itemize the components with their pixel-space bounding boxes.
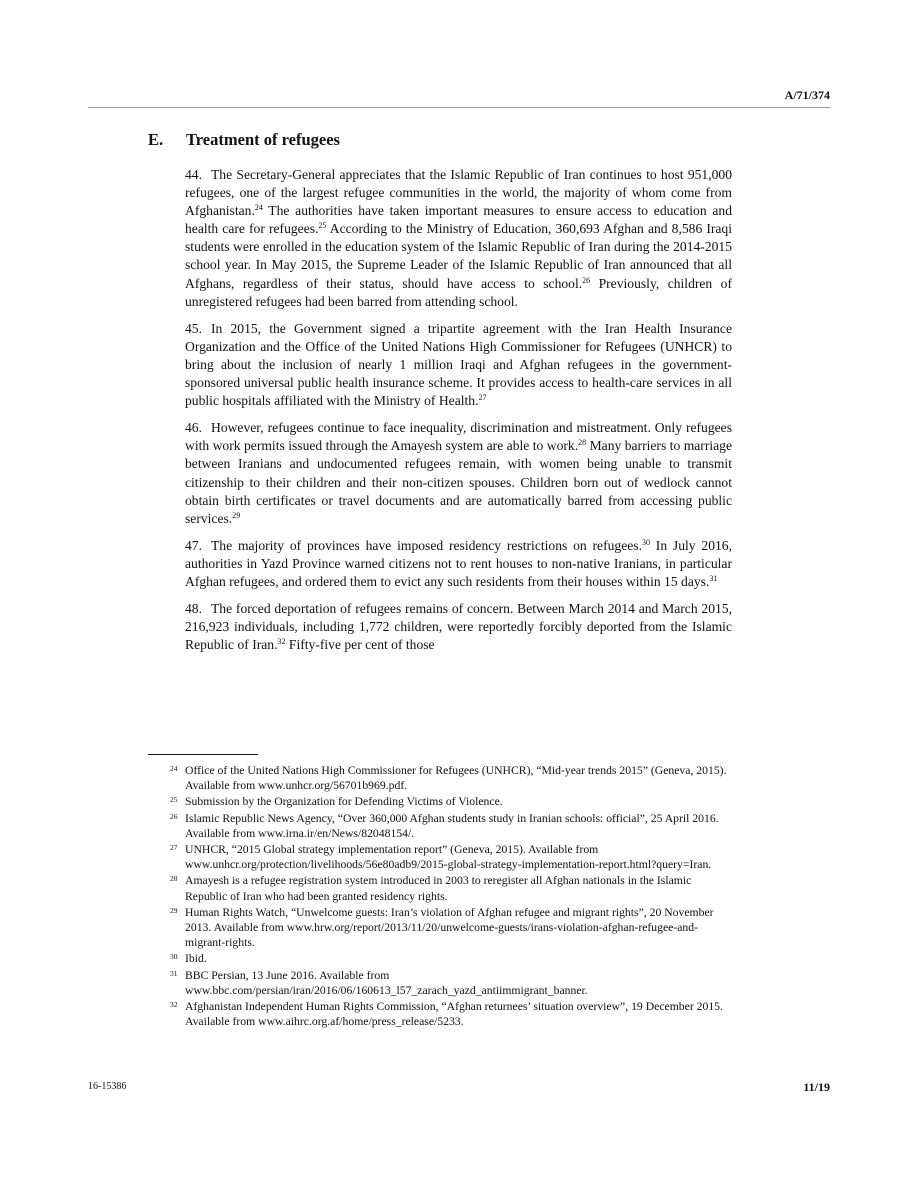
footnotes [170, 763, 732, 1030]
header-rule [88, 107, 830, 108]
paragraph-text: Fifty-five per cent of those [285, 637, 435, 653]
footnote-number: 27 [170, 843, 178, 853]
paragraph [185, 419, 732, 528]
body-text [185, 166, 732, 663]
paragraph-number: 47. [185, 537, 202, 553]
paragraph-text: The majority of provinces have imposed residency restrictions on refugees. [211, 537, 642, 553]
paragraph [185, 320, 732, 410]
footnote-text: Submission by the Organization for Defending Victims of Violence. [185, 795, 503, 809]
paragraph-text: In July 2016, authorities in Yazd Province warned citizens not to rent houses to non-native Iranians, in particular Afghan refugees, and ordered them to evict any such residents from their houses within 15 days. [185, 537, 732, 589]
footnote-reference: 31 [709, 573, 718, 583]
paragraph-text: In 2015, the Government signed a tripartite agreement with the Iran Health Insurance Organization and the Office of the United Nations High Commissioner for Refugees (UNHCR) to bring about the inclusion of nearly 1 million Iraqi and Afghan refugees in the government-sponsored universal public health insurance scheme. It provides access to health-care services in all public hospitals affiliated with the Ministry of Health. [185, 320, 732, 409]
job-number: 16-15386 [88, 1081, 127, 1092]
footnote-reference: 29 [232, 510, 241, 520]
paragraph-number: 48. [185, 601, 202, 617]
paragraph-number: 45. [185, 320, 202, 336]
footnote-number: 32 [170, 1000, 178, 1010]
paragraph-number: 44. [185, 167, 202, 182]
paragraph-text: Many barriers to marriage between Iranians and undocumented refugees remain, with women being unable to transmit citizenship to their children and their non-citizen spouses. Children born out of wedlock cannot obtain birth certificates or travel documents and are automatically barred from accessing public services. [185, 438, 732, 526]
footnote-reference: 24 [254, 203, 263, 213]
section-letter: E. [148, 130, 164, 149]
footnote [170, 951, 732, 966]
footnote-reference: 26 [582, 275, 591, 285]
footnote-number: 28 [170, 874, 178, 884]
footnote-text: Ibid. [185, 952, 207, 966]
paragraph-text: However, refugees continue to face inequality, discrimination and mistreatment. Only refugees with work permits issued through the Amayesh system are able to work. [185, 420, 732, 454]
footnote-reference: 30 [641, 537, 650, 547]
page-number: 11/19 [803, 1080, 830, 1094]
document-symbol: A/71/374 [784, 88, 830, 102]
footnote-text: Office of the United Nations High Commissioner for Refugees (UNHCR), “Mid-year trends 2015” (Geneva, 2015). Available from www.unhcr.org/56701b969.pdf. [185, 764, 727, 793]
footnote [170, 842, 732, 872]
footnote-number: 30 [170, 952, 178, 962]
footnote [170, 794, 732, 809]
paragraph-number: 46. [185, 420, 202, 436]
footnote [170, 763, 732, 793]
section-heading [148, 130, 340, 150]
footnote-reference: 27 [478, 393, 487, 403]
paragraph-text: The forced deportation of refugees remains of concern. Between March 2014 and March 2015, 216,923 individuals, including 1,772 children, were reportedly forcibly deported from the Islamic Republic of Iran. [185, 601, 732, 653]
footnote-text: Human Rights Watch, “Unwelcome guests: Iran’s violation of Afghan refugee and migrant rights”, 20 November 2013. Available from www.hrw.org/report/2013/11/20/unwelcome-guests/irans-violation-afghan-refugee-and-migrant-rights. [185, 905, 714, 950]
paragraph-text: The Secretary-General appreciates that the Islamic Republic of Iran continues to host 951,000 refugees, one of the largest refugee communities in the world, the majority of whom come from Afghanistan. [185, 167, 732, 219]
footnote-separator [148, 754, 258, 755]
footnote-number: 24 [170, 764, 178, 773]
paragraph [185, 600, 732, 654]
footnote-text: Amayesh is a refugee registration system introduced in 2003 to reregister all Afghan nationals in the Islamic Republic of Iran who had been granted residency rights. [185, 874, 692, 903]
footnote-text: Afghanistan Independent Human Rights Commission, “Afghan returnees’ situation overview”, 19 December 2015. Available from www.aihrc.org.af/home/press_release/5233. [185, 1000, 723, 1029]
paragraph [185, 537, 732, 591]
paragraph-text: Previously, children of unregistered refugees had been barred from attending school. [185, 275, 732, 309]
footnote-number: 25 [170, 795, 178, 805]
footnote-text: UNHCR, “2015 Global strategy implementation report” (Geneva, 2015). Available from www.unhcr.org/protection/livelihoods/56e80adb9/2015-global-strategy-implementation-report.html?query=Iran. [185, 843, 712, 872]
footnote-reference: 28 [578, 438, 587, 448]
paragraph-text: According to the Ministry of Education, 360,693 Afghan and 8,586 Iraqi students were enrolled in the education system of the Islamic Republic of Iran during the 2014-2015 school year. In May 2015, the Supreme Leader of the Islamic Republic of Iran announced that all Afghans, regardless of their status, should have access to school. [185, 221, 733, 291]
footnote-text: BBC Persian, 13 June 2016. Available from www.bbc.com/persian/iran/2016/06/160613_l57_zarach_yazd_antiimmigrant_banner. [185, 968, 588, 997]
footnote [170, 811, 732, 841]
footnote [170, 873, 732, 903]
footnote-reference: 25 [318, 221, 327, 231]
footnote [170, 905, 732, 951]
footnote-reference: 32 [277, 637, 286, 647]
footnote [170, 968, 732, 998]
footnote-text: Islamic Republic News Agency, “Over 360,000 Afghan students study in Iranian schools: official”, 25 April 2016. Available from www.irna.ir/en/News/82048154/. [185, 811, 719, 840]
footnote-number: 31 [170, 968, 178, 978]
paragraph [185, 166, 732, 311]
section-title: Treatment of refugees [186, 130, 340, 149]
footnote-number: 29 [170, 905, 178, 915]
footnote [170, 999, 732, 1029]
paragraph-text: The authorities have taken important measures to ensure access to education and health care for refugees. [185, 203, 732, 237]
footnote-number: 26 [170, 811, 178, 821]
